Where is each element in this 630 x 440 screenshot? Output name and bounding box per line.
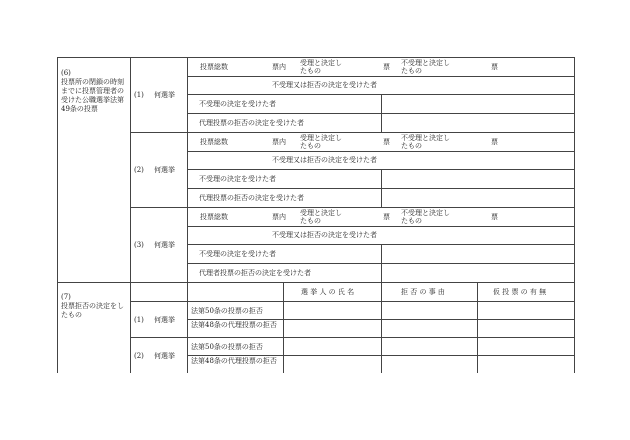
unit-label: 票 [383,213,390,221]
group-number: (3) [134,241,144,249]
divider [283,282,284,373]
election-type: 何選挙 [154,241,175,249]
total-votes-label: 投票総数 [200,213,228,221]
group-divider [130,132,575,133]
proxy-refused-row: 代理投票の拒否の決定を受けた者 [199,194,304,202]
election-type: 何選挙 [154,91,175,99]
table-border-top [57,57,575,58]
rejected-or-refused-row: 不受理又は拒否の決定を受けた者 [272,156,377,164]
group-divider [130,337,575,338]
rejected-label: 不受理と決定したもの [401,59,450,75]
group-number: (1) [134,91,144,99]
divider [130,57,131,373]
table-border-right [574,57,575,373]
table-border-left [57,57,58,373]
column-header-voter-name: 選 挙 人 の 氏 名 [301,288,355,296]
group-number: (2) [134,352,144,360]
section-number: (7) [61,293,71,301]
section-label: 投票所の閉鎖の時刻までに投票管理者の受けた公職選挙法第49条の投票 [61,78,124,113]
accepted-label: 受理と決定したもの [300,209,342,225]
divider [477,282,478,373]
art50-refusal-row: 法第50条の投票の拒否 [191,307,263,315]
art48-proxy-refusal-row: 法第48条の代理投票の拒否 [191,357,277,365]
unit-label: 票 [491,213,498,221]
header-divider [130,301,575,302]
unit-label: 票内 [272,138,286,146]
divider [381,244,382,282]
unit-label: 票 [491,63,498,71]
accepted-label: 受理と決定したもの [300,134,342,150]
rejected-or-refused-row: 不受理又は拒否の決定を受けた者 [272,231,377,239]
rejected-label: 不受理と決定したもの [401,134,450,150]
divider [381,94,382,132]
rejected-or-refused-row: 不受理又は拒否の決定を受けた者 [272,81,377,89]
proxy-refused-row: 代理投票の拒否の決定を受けた者 [199,119,304,127]
rejected-label: 不受理と決定したもの [401,209,450,225]
election-type: 何選挙 [154,316,175,324]
ballot-record-table [57,57,575,373]
row-divider [187,226,575,227]
group-number: (2) [134,166,144,174]
divider [187,57,188,373]
not-accepted-row: 不受理の決定を受けた者 [199,175,276,183]
unit-label: 票 [491,138,498,146]
accepted-label: 受理と決定したもの [300,59,342,75]
group-divider [130,207,575,208]
not-accepted-row: 不受理の決定を受けた者 [199,100,276,108]
group-number: (1) [134,316,144,324]
column-header-provisional-vote: 仮 投 票 の 有 無 [493,288,547,296]
art48-proxy-refusal-row: 法第48条の代理投票の拒否 [191,321,277,329]
divider [381,169,382,207]
election-type: 何選挙 [154,352,175,360]
unit-label: 票内 [272,63,286,71]
unit-label: 票 [383,63,390,71]
election-type: 何選挙 [154,166,175,174]
section-divider [57,282,575,283]
section-label: 投票拒否の決定をしたもの [61,302,124,319]
not-accepted-row: 不受理の決定を受けた者 [199,250,276,258]
divider [381,282,382,373]
total-votes-label: 投票総数 [200,138,228,146]
proxy-refused-row: 代理者投票の拒否の決定を受けた者 [199,269,311,277]
unit-label: 票 [383,138,390,146]
unit-label: 票内 [272,213,286,221]
total-votes-label: 投票総数 [200,63,228,71]
row-divider [187,76,575,77]
art50-refusal-row: 法第50条の投票の拒否 [191,343,263,351]
row-divider [187,151,575,152]
column-header-refusal-reason: 拒 否 の 事 由 [401,288,445,296]
section-number: (6) [61,69,71,77]
